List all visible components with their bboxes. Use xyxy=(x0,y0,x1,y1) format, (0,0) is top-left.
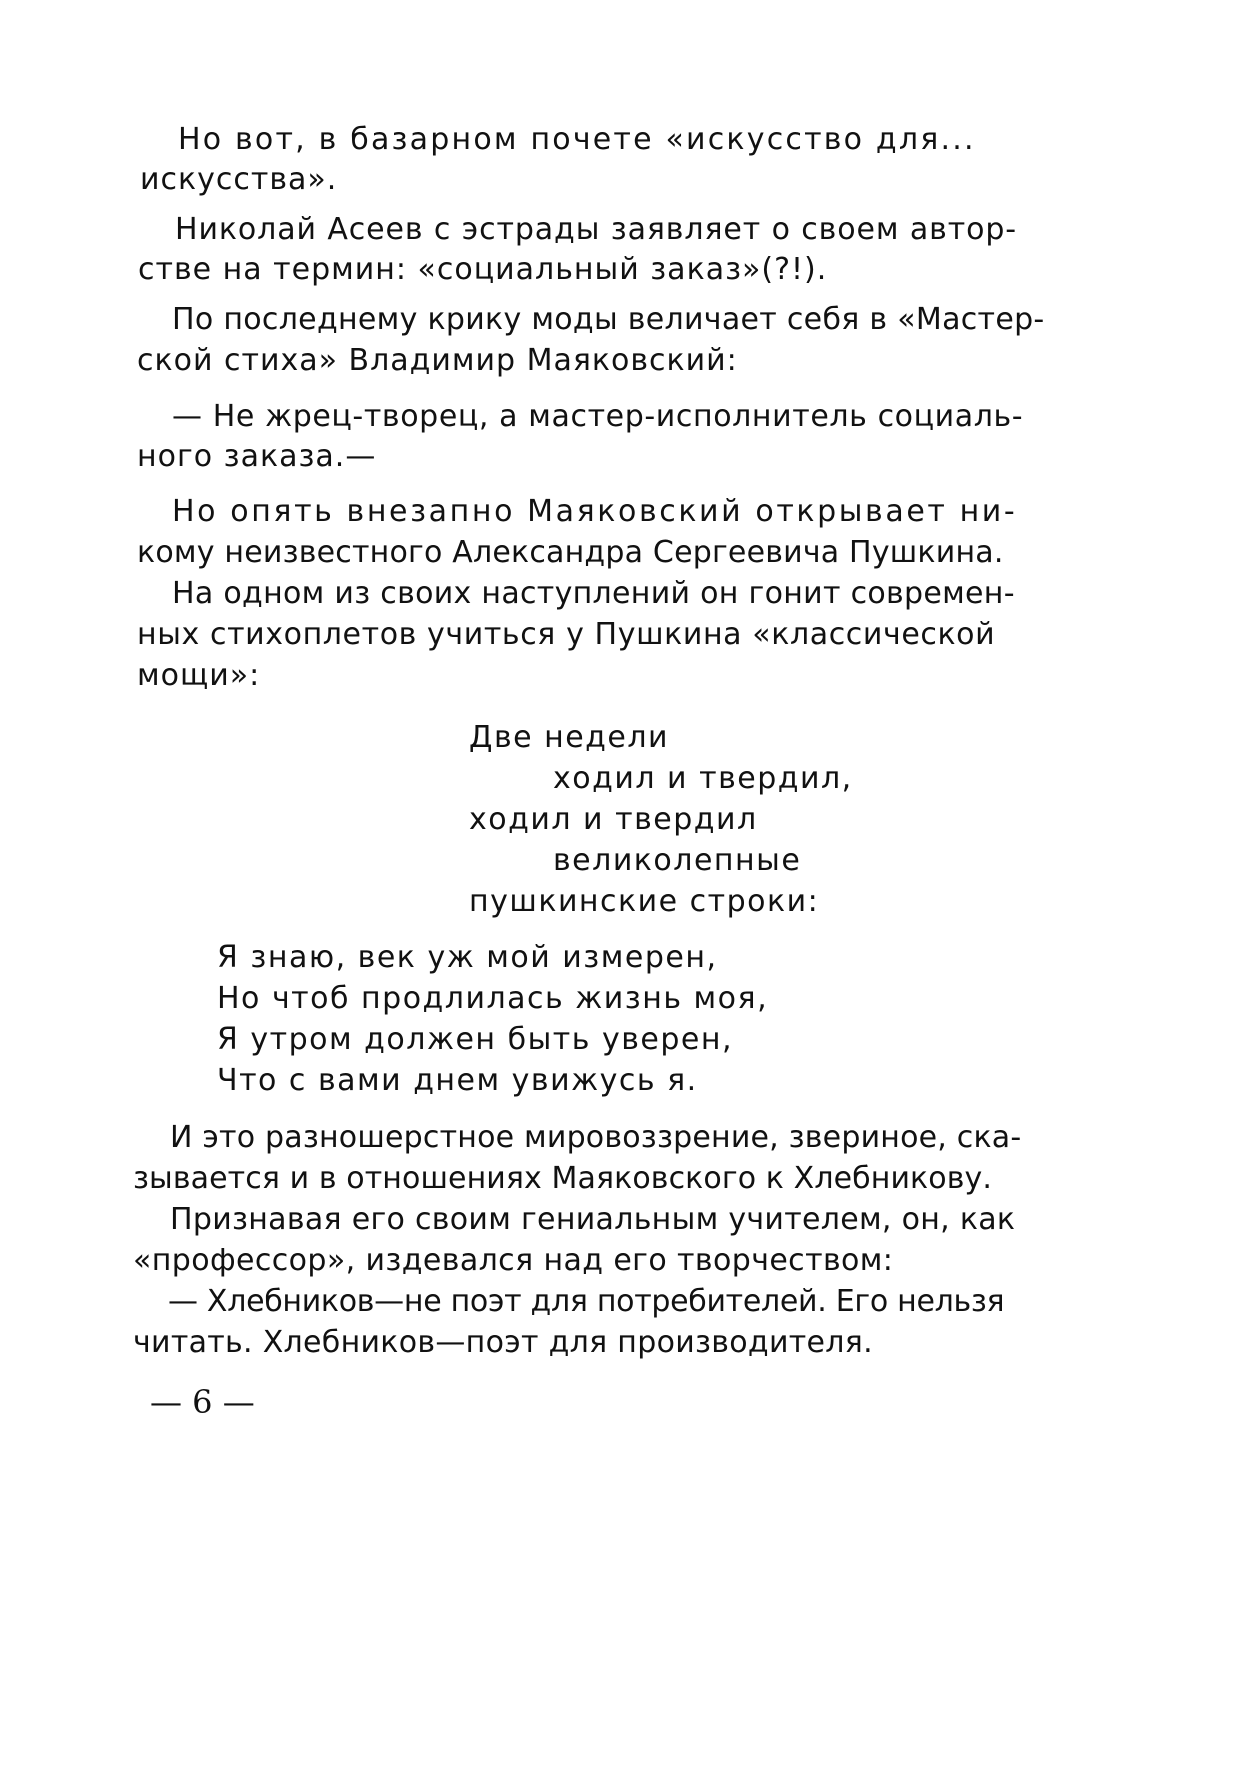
pushkin-verse-line-1: Я знаю, век уж мой измерен, xyxy=(217,940,718,975)
paragraph-4-line-1: — Не жрец-творец, а мастер-исполнитель социаль- xyxy=(172,399,1024,434)
mayakovsky-verse-line-1: Две недели xyxy=(469,720,670,755)
paragraph-6-line-3: мощи»: xyxy=(137,658,261,693)
mayakovsky-verse-line-2: ходил и твердил, xyxy=(553,761,853,796)
paragraph-9-line-2: читать. Хлебников—поэт для производителя. xyxy=(133,1325,873,1360)
paragraph-2-line-2: стве на термин: «социальный заказ»(?!). xyxy=(138,252,828,287)
mayakovsky-verse-line-3: ходил и твердил xyxy=(469,802,758,837)
paragraph-2-line-1: Николай Асеев с эстрады заявляет о своем автор- xyxy=(175,212,1017,247)
paragraph-3-line-1: По последнему крику моды величает себя в «Мастер- xyxy=(172,302,1045,337)
paragraph-5-line-1: Но опять внезапно Маяковский открывает ни- xyxy=(172,494,1018,529)
paragraph-9-line-1: — Хлебников—не поэт для потребителей. Его нельзя xyxy=(168,1284,1005,1319)
paragraph-6-line-1: На одном из своих наступлений он гонит современ- xyxy=(172,576,1015,611)
paragraph-3-line-2: ской стиха» Владимир Маяковский: xyxy=(137,343,738,378)
pushkin-verse-line-4: Что с вами днем увижусь я. xyxy=(217,1063,698,1098)
pushkin-verse-line-2: Но чтоб продлилась жизнь моя, xyxy=(217,981,769,1016)
paragraph-1-line-1: Но вот, в базарном почете «искусство для... xyxy=(178,122,976,157)
paragraph-7-line-1: И это разношерстное мировоззрение, звериное, ска- xyxy=(170,1120,1022,1155)
mayakovsky-verse-line-4: великолепные xyxy=(553,843,802,878)
paragraph-8-line-2: «профессор», издевался над его творчеством: xyxy=(133,1243,894,1278)
paragraph-7-line-2: зывается и в отношениях Маяковского к Хлебникову. xyxy=(133,1161,993,1196)
paragraph-8-line-1: Признавая его своим гениальным учителем, он, как xyxy=(170,1202,1016,1237)
mayakovsky-verse-line-5: пушкинские строки: xyxy=(469,884,820,919)
paragraph-6-line-2: ных стихоплетов учиться у Пушкина «классической xyxy=(137,617,996,652)
page-number: — 6 — xyxy=(150,1383,255,1421)
paragraph-4-line-2: ного заказа.— xyxy=(137,439,377,474)
pushkin-verse-line-3: Я утром должен быть уверен, xyxy=(217,1022,734,1057)
paragraph-5-line-2: кому неизвестного Александра Сергеевича Пушкина. xyxy=(137,535,1004,570)
paragraph-1-line-2: искусства». xyxy=(140,162,338,197)
